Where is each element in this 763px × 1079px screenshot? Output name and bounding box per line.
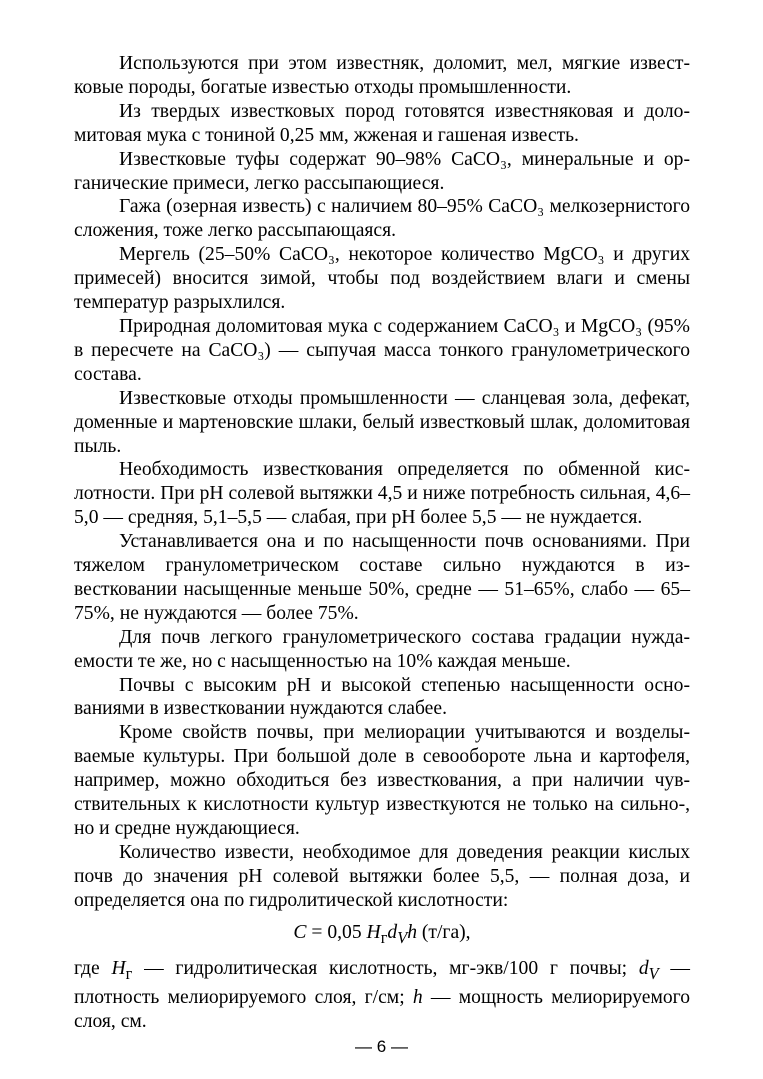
paragraph-11: Почвы с высоким pH и высокой степенью насыщенности основаниями в известковании нуждаются слабее. — [74, 674, 690, 720]
formula-unit: (т/га), — [416, 921, 471, 943]
formula-c: C — [293, 921, 307, 943]
formula-coefficient: = 0,05 — [306, 921, 367, 943]
formula-d-sub: V — [397, 927, 408, 947]
page-number: — 6 — — [355, 1037, 408, 1056]
paragraph-7: Известковые отходы промышленности — сланцевая зола, дефекат, доменные и мартеновские шлаки, белый известковый шлак, доломитовая пыль. — [74, 387, 690, 457]
paragraph-8: Необходимость известкования определяется по обменной кислотности. При pH солевой вытяжки 4,5 и ниже потребность сильная, 4,6–5,0 — средняя, 5,1–5,5 — слабая, при pH более 5,5 — не нуждается. — [74, 459, 690, 529]
formula-d: d — [387, 921, 398, 943]
paragraph-1: Используются при этом известняк, доломит, мел, мягкие известковые породы, богатые известью отходы промышленности. — [74, 53, 690, 98]
paragraph-5: Мергель (25–50% CaCO₃, некоторое количество MgCO₃ и других примесей) вносится зимой, чтобы под воздействием влаги и смены температур разрыхлился. — [74, 244, 690, 314]
paragraph-3: Известковые туфы содержат 90–98% CaCO₃, минеральные и органические примеси, легко рассыпающиеся. — [74, 148, 690, 194]
formula-h-sub: г — [380, 927, 388, 947]
paragraph-2: Из твердых известковых пород готовятся известняковая и доломитовая мука с тониной 0,25 мм, жженая и гашеная известь. — [74, 100, 690, 146]
paragraph-13: Количество извести, необходимое для доведения реакции кислых почв до значения pH солевой вытяжки более 5,5, — полная доза, и определяется она по гидролитической кислотности: — [74, 841, 690, 911]
page-body — [74, 52, 690, 1034]
paragraph-10: Для почв легкого гранулометрического состава градации нуждаемости те же, но с насыщенностью на 10% каждая меньше. — [74, 626, 690, 672]
formula-legend — [74, 957, 690, 1034]
legend-d: d — [638, 958, 649, 980]
legend-d-sub: V — [648, 964, 659, 984]
formula-h2: h — [407, 921, 417, 943]
paragraph-9: Устанавливается она и по насыщенности почв основаниями. При тяжелом гранулометрическом составе сильно нуждаются в известковании насыщенные меньше 50%, средне — 51–65%, слабо — 65–75%, не нуждаются — более 75%. — [74, 531, 690, 624]
legend-text-2: — гидролитическая кислотность, мг-экв/100 г почвы; — [132, 958, 639, 980]
paragraph-6: Природная доломитовая мука с содержанием CaCO₃ и MgCO₃ (95% в пересчете на CaCO₃) — сыпучая масса тонкого гранулометрического состава. — [74, 315, 690, 385]
legend-h-sub: г — [125, 964, 133, 984]
formula-h: H — [366, 921, 381, 943]
paragraph-4: Гажа (озерная известь) с наличием 80–95% CaCO₃ мелкозернистого сложения, тоже легко рассыпающаяся. — [74, 196, 690, 242]
lime-dose-formula — [74, 921, 690, 950]
legend-text-3: — плотность мелиорируемого слоя, г/см; — [74, 958, 690, 1009]
legend-h2: h — [412, 987, 423, 1009]
paragraph-12: Кроме свойств почвы, при мелиорации учитываются и возделываемые культуры. При большой доле в севообороте льна и картофеля, например, можно обходиться без известкования, а при наличии чувствительных к кислотности культур известкуются не только на сильно-, но и средне нуждающиеся. — [74, 722, 690, 839]
legend-text-1: где — [74, 958, 112, 980]
legend-text-4: — мощность мелиорируемого слоя, см. — [74, 987, 690, 1033]
legend-h: H — [111, 958, 126, 980]
